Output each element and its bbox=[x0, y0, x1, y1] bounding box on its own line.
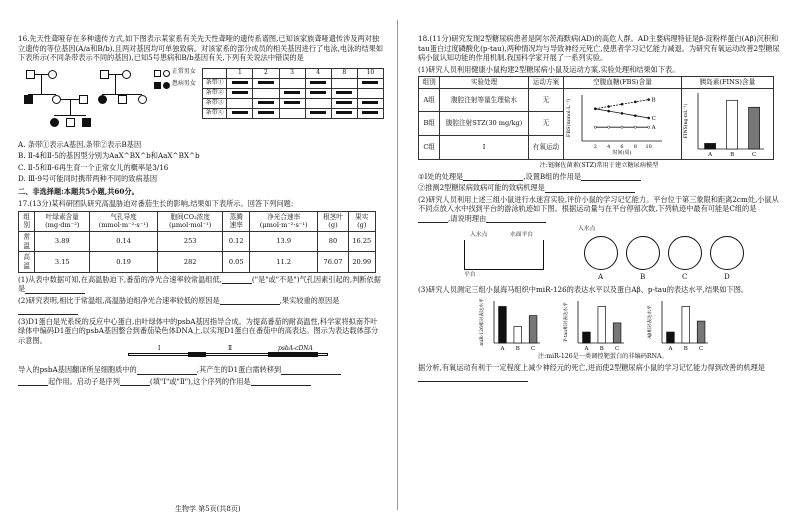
q17-header: 蒸腾速率 bbox=[223, 211, 250, 231]
group-c-treat: I bbox=[440, 136, 528, 160]
q18-blank-6[interactable] bbox=[418, 374, 528, 382]
fins-cat-C: C bbox=[751, 151, 756, 158]
q18-p1: (1)研究人员利用健康小鼠构建2型糖尿病小鼠及运动方案,实验处理和结果如下表。 bbox=[418, 64, 680, 74]
fbs-point-A bbox=[648, 126, 650, 128]
pedigree-male-9 bbox=[118, 95, 127, 104]
q17-cell: 282 bbox=[157, 252, 223, 272]
fbs-point-A bbox=[634, 126, 636, 128]
gel-cell bbox=[279, 78, 305, 88]
q17-cell: 0.05 bbox=[223, 252, 250, 272]
abeta-y-label: Aβ相对表达水平 bbox=[648, 305, 653, 339]
fbs-point-C bbox=[594, 107, 596, 109]
q17-p4b: ,其产生的D1蛋白需转移到 bbox=[196, 365, 282, 375]
maze-option-a[interactable] bbox=[584, 236, 618, 270]
mir126-y-label: miR-126相对表达水平 bbox=[480, 298, 485, 346]
q17-cell: 13.9 bbox=[249, 231, 317, 251]
gel-band bbox=[336, 101, 352, 104]
q18-table bbox=[418, 76, 774, 160]
fbs-point-B bbox=[648, 98, 650, 100]
group-b-name: B组 bbox=[419, 112, 440, 136]
q17-cell: 16.25 bbox=[348, 231, 375, 251]
mir126-cat-C: C bbox=[530, 345, 536, 352]
fbs-x-tick: 10 bbox=[645, 143, 653, 150]
gel-cell bbox=[253, 108, 279, 118]
q17-blank-3[interactable] bbox=[220, 297, 280, 305]
ptau-cat-B: B bbox=[599, 345, 604, 352]
fbs-point-B bbox=[621, 103, 623, 105]
q17-cell: 高温 bbox=[19, 252, 35, 272]
pedigree-male-12 bbox=[66, 118, 75, 127]
gel-cell bbox=[253, 78, 279, 88]
expression-vector-diagram bbox=[128, 347, 328, 363]
q17-header: 组别 bbox=[19, 211, 35, 231]
mir126-bar-B bbox=[514, 326, 522, 342]
q18-header: 组别 bbox=[419, 77, 440, 89]
q18-blank-4[interactable] bbox=[418, 215, 448, 223]
pedigree-female-4 bbox=[122, 70, 131, 79]
q17-cell: 0.19 bbox=[90, 252, 158, 272]
fbs-point-B bbox=[634, 101, 636, 103]
q17-cell: 3.15 bbox=[35, 252, 90, 272]
q18-blank-2[interactable] bbox=[581, 173, 641, 181]
maze-label-c: C bbox=[682, 272, 688, 282]
vector-label-psba: psbA-cDNA bbox=[278, 345, 313, 353]
fbs-x-tick: 6 bbox=[620, 143, 624, 150]
gel-cell bbox=[305, 88, 331, 98]
gel-band bbox=[336, 111, 352, 114]
maze-entry-label-2: 入水点 bbox=[578, 226, 596, 233]
q18-header: 实验处理 bbox=[440, 77, 528, 89]
fbs-point-A bbox=[608, 126, 610, 128]
gel-row-label: 条带④ bbox=[202, 108, 226, 118]
gel-cell bbox=[227, 78, 253, 88]
q17-p2b: ,果实较重的原因是 bbox=[279, 295, 340, 305]
gel-col-4: 4 bbox=[305, 68, 331, 78]
q18-blank-3[interactable] bbox=[545, 185, 635, 193]
fins-bar-A bbox=[704, 143, 715, 149]
q17-cell: 11.2 bbox=[249, 252, 317, 272]
fbs-point-C bbox=[648, 117, 650, 119]
pedigree-female-10 bbox=[138, 95, 147, 104]
vector-label-1: Ⅰ bbox=[158, 345, 161, 353]
ptau-cat-A: A bbox=[584, 345, 589, 352]
gel-band bbox=[232, 91, 248, 94]
gel-cell bbox=[253, 98, 279, 108]
abeta-bar-B bbox=[682, 306, 690, 343]
gel-col-8: 8 bbox=[331, 68, 357, 78]
ptau-bar-A bbox=[583, 332, 591, 343]
q17-stem: 17.(13分)某科研团队研究高温胁迫对番茄生长的影响,结果如下表所示。回答下列问题: bbox=[18, 199, 294, 208]
mir126-bar-A bbox=[499, 306, 507, 343]
group-c-exercise: 有氧运动 bbox=[528, 136, 563, 160]
fbs-x-tick: 8 bbox=[633, 143, 638, 150]
maze-option-d[interactable] bbox=[710, 236, 744, 270]
q17-cell: 80 bbox=[318, 231, 348, 251]
fins-cat-B: B bbox=[729, 151, 734, 158]
pedigree-sick-female-8 bbox=[98, 95, 107, 104]
gel-band bbox=[284, 91, 300, 94]
fbs-point-C bbox=[621, 112, 623, 114]
ptau-y-label: P-tau相对表达水平 bbox=[564, 302, 569, 342]
gel-band bbox=[310, 91, 326, 94]
q18-blank-5[interactable] bbox=[486, 215, 546, 223]
gel-cell bbox=[305, 78, 331, 88]
q17-p4d: (填"Ⅰ"或"Ⅱ"),这个序列的作用是 bbox=[149, 376, 251, 386]
gel-col-10: 10 bbox=[357, 68, 383, 78]
fbs-series-label-B: B bbox=[651, 97, 656, 104]
q17-blank-5[interactable] bbox=[137, 367, 197, 375]
right-page bbox=[398, 0, 794, 524]
q18-sub1: ①Ⅰ处的处理是 bbox=[418, 171, 464, 181]
maze-option-b[interactable] bbox=[626, 236, 660, 270]
bar-caption: 注:miR-126是一类调控靶蛋白的非编码RNA。 bbox=[538, 352, 668, 360]
q18-p4: 据分析,有氧运动有利于一定程度上减少神经元的死亡,进而使2型糖尿病小鼠的学习记忆能力得到改善的机理是 bbox=[418, 363, 765, 373]
fins-y-label: FINS(ng·mL⁻¹) bbox=[683, 103, 689, 139]
pedigree-sick-male-13 bbox=[82, 118, 91, 127]
q18-note: 注:链脲佐菌素(STZ)常用于建立糖尿病模型 bbox=[539, 161, 659, 169]
gel-col-1: 1 bbox=[227, 68, 253, 78]
q18-p3: (3)研究人员测定三组小鼠海马组织中miR-126的表达水平以及蛋白Aβ、p-tau的表达水平,结果如下图。 bbox=[418, 285, 749, 295]
pedigree-male-3 bbox=[100, 70, 109, 79]
fbs-series-label-C: C bbox=[651, 115, 657, 122]
q17-blank-8[interactable] bbox=[120, 378, 150, 386]
maze-entry-label: 入水点 bbox=[470, 232, 488, 239]
gel-cell bbox=[279, 98, 305, 108]
abeta-bar-chart bbox=[646, 297, 712, 353]
fins-bar-chart bbox=[682, 89, 768, 159]
q18-sub1b: ,设置B组的作用是 bbox=[523, 171, 582, 181]
gel-cell bbox=[305, 98, 331, 108]
pedigree-chart bbox=[18, 68, 166, 138]
q17-cell: 0.14 bbox=[90, 231, 158, 251]
gel-band bbox=[336, 91, 352, 94]
gel-cell bbox=[357, 88, 383, 98]
gel-cell bbox=[331, 78, 357, 88]
gel-band bbox=[310, 81, 326, 84]
q17-cell: 常温 bbox=[19, 231, 35, 251]
q17-cell: 3.89 bbox=[35, 231, 90, 251]
q17-header: 根茎叶(g) bbox=[318, 211, 348, 231]
maze-option-c[interactable] bbox=[668, 236, 702, 270]
legend-sick-female-icon bbox=[163, 82, 170, 89]
gel-cell bbox=[279, 88, 305, 98]
legend-sick-male-icon bbox=[154, 82, 161, 89]
q17-cell: 253 bbox=[157, 231, 223, 251]
q18-header: 空腹血糖(FBS)含量 bbox=[564, 77, 682, 89]
ptau-bar-B bbox=[598, 306, 606, 343]
q17-p4: 导入的psbA基因翻译所呈细胞质中的 bbox=[18, 365, 137, 375]
ptau-cat-C: C bbox=[614, 345, 620, 352]
ptau-bar-C bbox=[613, 323, 621, 343]
q17-header: 胞间CO₂浓度(μmol·mol⁻¹) bbox=[157, 211, 223, 231]
gel-band bbox=[362, 101, 378, 104]
q18-stem: 18.(11分)研究发现2型糖尿病患者是阿尔茨海默病(AD)的高危人群。AD主要病理特征是β-淀粉样蛋白(Aβ)沉积和tau蛋白过度磷酸化(p-tau),两种情况均与导致神经元死亡,使患者学习记忆能力减退。为研究有氧运动改善2型糖尿病小鼠认知功能的作用机制,我国科学家开展了一系列实验。 bbox=[418, 34, 780, 62]
gel-cell bbox=[227, 98, 253, 108]
fins-cat-A: A bbox=[707, 151, 712, 158]
q17-p3: (3)D1蛋白是光系统的反应中心蛋白,由叶绿体中的psbA基因指导合成。为提高番茄的耐高温性,科学家将拟南芥叶绿体中编码D1蛋白的psbA基因整合到番茄染色体DNA上,以实现D1蛋白在番茄中的高表达。图示为表达载体部分示意图。 bbox=[18, 316, 379, 345]
gel-band bbox=[362, 81, 378, 84]
group-b-exercise: 无 bbox=[528, 112, 563, 136]
abeta-cat-C: C bbox=[698, 345, 704, 352]
fbs-line-chart bbox=[564, 89, 674, 159]
gel-cell bbox=[227, 108, 253, 118]
q18-p2: (2)研究人员利用上述三组小鼠进行水迷宫实验,评价小鼠的学习记忆能力。平台位于第三象限和距离2cm处,小鼠从不同点放入水中找到平台的游泳轨迹如下图。根据运动量与在平台停留次数,下列轨迹中最有可能是C组的是 bbox=[418, 194, 779, 214]
legend-normal-male-icon bbox=[154, 70, 161, 77]
gel-cell bbox=[357, 78, 383, 88]
left-footer: 生物学 第5页(共8页) bbox=[175, 504, 241, 513]
q16-option-d: D. Ⅲ-9号可能同时携带两种不同的致病基因 bbox=[18, 174, 158, 183]
gel-row-label: 条带① bbox=[202, 78, 226, 88]
q17-blank-2[interactable] bbox=[25, 286, 85, 294]
group-c-name: C组 bbox=[419, 136, 440, 160]
pedigree-female-2 bbox=[48, 70, 57, 79]
ptau-bar-chart bbox=[562, 297, 628, 353]
gel-col-2: 2 bbox=[253, 68, 279, 78]
group-a-treat: 腹腔注射等量生理盐水 bbox=[440, 88, 528, 112]
gel-col-3: 3 bbox=[279, 68, 305, 78]
q18-p2b: ,请说明理由 bbox=[448, 213, 487, 223]
gel-cell bbox=[357, 98, 383, 108]
gel-band bbox=[258, 101, 274, 104]
group-a-name: A组 bbox=[419, 88, 440, 112]
q17-cell: 76.07 bbox=[318, 252, 348, 272]
q17-blank-7[interactable] bbox=[18, 378, 48, 386]
gel-band bbox=[362, 111, 378, 114]
gel-band-table bbox=[202, 68, 384, 119]
gel-row-label: 条带② bbox=[202, 88, 226, 98]
q18-blank-1[interactable] bbox=[463, 173, 523, 181]
fbs-x-label: 时间(周) bbox=[612, 149, 632, 156]
gel-band bbox=[258, 111, 274, 114]
q17-p1b: ("是"或"不是")气孔因素引起的,判断依据是 bbox=[18, 274, 381, 294]
mir126-bar-chart bbox=[478, 297, 544, 353]
gel-band bbox=[258, 81, 274, 84]
q17-blank-6[interactable] bbox=[281, 367, 341, 375]
pedigree-male-1 bbox=[26, 70, 35, 79]
q17-header: 气孔导度(mmol·m⁻²·s⁻¹) bbox=[90, 211, 158, 231]
gel-cell bbox=[305, 108, 331, 118]
q16-stem: 16.先天性聋哑存在多种遗传方式,如下图表示某家系有关先天性聋哑的遗传系谱图,已知该家族聋哑遗传涉及两对独立遗传的等位基因(A/a和B/b),且两对基因均可单独致病。对该家系的部分成员的相关基因进行了电泳,电泳的结果如下表所示(不同条带表示不同的基因),已知5号患病和B/b基因有关,下列有关说法中错误的是 bbox=[18, 34, 384, 62]
q17-blank-9[interactable] bbox=[251, 378, 311, 386]
fbs-point-A bbox=[594, 126, 596, 128]
section-2-heading: 二、非选择题:本题共5小题,共60分。 bbox=[18, 186, 139, 196]
abeta-bar-C bbox=[697, 321, 705, 343]
gel-cell bbox=[331, 108, 357, 118]
gel-cell bbox=[253, 88, 279, 98]
group-a-exercise: 无 bbox=[528, 88, 563, 112]
q16-option-b: B. Ⅱ-4和Ⅱ-5的基因型分别为AaX^BX^b和AaX^BX^b bbox=[18, 151, 200, 160]
abeta-cat-A: A bbox=[668, 345, 673, 352]
q16-option-c: C. Ⅱ-5和Ⅱ-6再生育一个正常女儿的概率是3/16 bbox=[18, 162, 169, 172]
legend-sick-label: 患病男女 bbox=[171, 80, 196, 88]
maze-platform-label: 水面平台 bbox=[510, 232, 534, 239]
q17-blank-1[interactable] bbox=[222, 276, 252, 284]
fbs-series-label-A: A bbox=[651, 124, 656, 131]
q17-header: 净光合速率(μmol·m⁻²·s⁻¹) bbox=[249, 211, 317, 231]
gel-cell bbox=[331, 88, 357, 98]
fbs-point-A bbox=[621, 126, 623, 128]
gel-band bbox=[284, 101, 300, 104]
gel-cell bbox=[357, 108, 383, 118]
q17-p4c: 起作用。启动子是序列 bbox=[48, 376, 120, 386]
abeta-cat-B: B bbox=[683, 345, 688, 352]
abeta-bar-A bbox=[667, 332, 675, 343]
mir126-cat-A: A bbox=[500, 345, 505, 352]
q17-p1: (1)从表中数据可知,在高温胁迫下,番茄的净光合速率较常温组低, bbox=[18, 274, 222, 284]
gel-band bbox=[232, 111, 248, 114]
q18-header: 运动方案 bbox=[528, 77, 563, 89]
pedigree-sick-female-11 bbox=[50, 118, 59, 127]
gel-row-label: 条带③ bbox=[202, 98, 226, 108]
maze-label-d: D bbox=[724, 272, 730, 282]
maze-label-a: A bbox=[598, 272, 604, 282]
q17-cell: 0.12 bbox=[223, 231, 250, 251]
q16-option-a: A. 条带①表示A基因,条带②表示B基因 bbox=[18, 139, 142, 149]
maze-platform-label-2: 平台 bbox=[464, 272, 476, 279]
mir126-bar-C bbox=[529, 315, 537, 342]
maze-side-view bbox=[464, 240, 544, 270]
q17-blank-4[interactable] bbox=[18, 307, 78, 315]
q17-header: 叶绿素含量(mg·dm⁻²) bbox=[35, 211, 90, 231]
maze-label-b: B bbox=[640, 272, 646, 282]
gel-band bbox=[232, 81, 248, 84]
legend-normal-label: 正常男女 bbox=[171, 67, 196, 75]
pedigree-sick-male-5 bbox=[24, 95, 33, 104]
gel-band bbox=[310, 111, 326, 114]
legend-normal-female-icon bbox=[163, 70, 170, 77]
gel-cell bbox=[331, 98, 357, 108]
q17-p2: (2)研究表明,相比于常温组,高温胁迫组净光合速率较低的原因是 bbox=[18, 295, 220, 305]
pedigree-female-6 bbox=[52, 95, 61, 104]
fbs-y-label: FBS(mmol·L⁻¹) bbox=[566, 98, 573, 137]
fbs-point-C bbox=[608, 110, 610, 112]
pedigree-male-7 bbox=[79, 95, 88, 104]
expression-bar-charts bbox=[478, 297, 780, 353]
gel-cell bbox=[227, 88, 253, 98]
group-b-treat: 腹腔注射STZ(30 mg/kg) bbox=[440, 112, 528, 136]
water-maze-figure bbox=[418, 226, 780, 282]
fins-bar-B bbox=[726, 100, 737, 149]
fbs-point-C bbox=[634, 114, 636, 116]
vector-label-2: Ⅱ bbox=[228, 345, 233, 353]
q17-data-table bbox=[18, 211, 376, 273]
q17-cell: 20.99 bbox=[348, 252, 375, 272]
q18-sub2: ②推测2型糖尿病致病可能的致病机理是 bbox=[418, 183, 545, 193]
fins-bar-C bbox=[748, 107, 759, 149]
q18-header: 胰岛素(FINS)含量 bbox=[681, 77, 773, 89]
fbs-x-tick: 2 bbox=[593, 143, 598, 150]
gel-cell bbox=[279, 108, 305, 118]
fbs-x-tick: 4 bbox=[607, 143, 611, 150]
fbs-point-B bbox=[608, 105, 610, 107]
mir126-cat-B: B bbox=[515, 345, 520, 352]
q17-header: 果实(g) bbox=[348, 211, 375, 231]
